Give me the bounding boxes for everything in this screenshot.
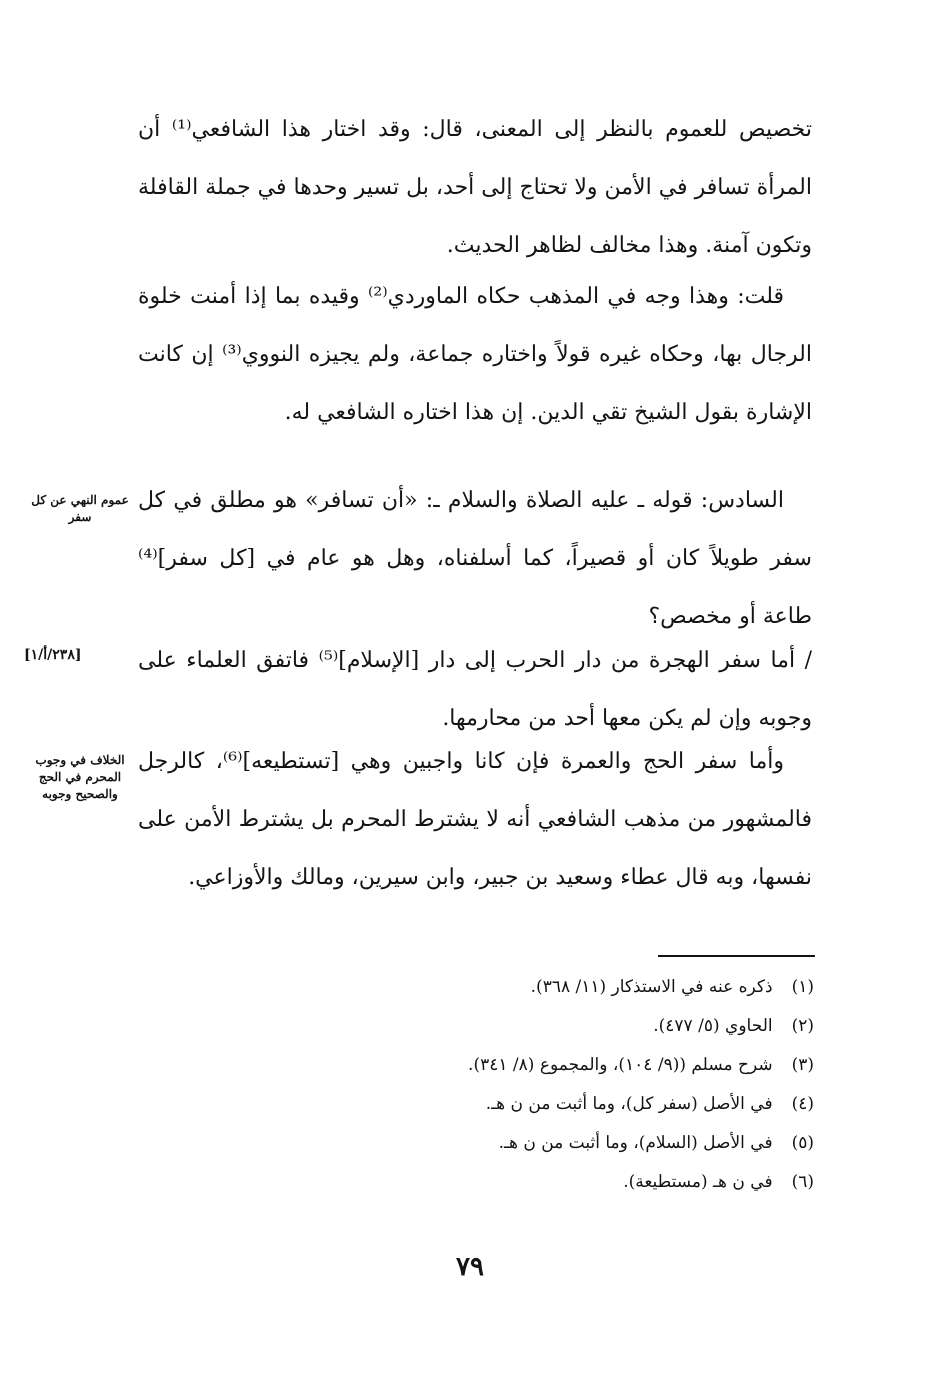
- footnote-text: في ن هـ (مستطيعة).: [623, 1172, 773, 1192]
- footnote-item: [340, 1085, 814, 1124]
- paragraph-2: قلت: وهذا وجه في المذهب حكاه الماوردي⁽²⁾ وقيده بما إذا أمنت خلوة الرجال بها، وحكاه غيره قولاً واختاره جماعة، ولم يجيزه النووي⁽³⁾ إن كانت الإشارة بقول الشيخ تقي الدين. إن هذا اختاره الشافعي له.: [138, 284, 812, 425]
- footnote-text: في الأصل (سفر كل)، وما أثبت من ن هـ.: [485, 1094, 773, 1114]
- margin-note-general-prohibition: عموم النهي عن كل سفر: [31, 493, 129, 524]
- footnote-text: في الأصل (السلام)، وما أثبت من ن هـ.: [498, 1133, 773, 1153]
- footnote-item: [340, 1124, 814, 1163]
- manuscript-folio-reference: [٢٣٨/أ/١]: [24, 647, 82, 663]
- paragraph-5: وأما سفر الحج والعمرة فإن كانا واجبين وهي [تستطيعه]⁽⁶⁾، كالرجل فالمشهور من مذهب الشافعي أنه لا يشترط المحرم بل يشترط الأمن على نفسها، وبه قال عطاء وسعيد بن جبير، وابن سيرين، ومالك والأوزاعي.: [138, 749, 812, 890]
- page-number: ٧٩: [456, 1252, 484, 1282]
- footnote-item: [340, 968, 814, 1007]
- footnote-text: ذكره عنه في الاستذكار (١١/ ٣٦٨).: [530, 977, 773, 997]
- main-text: [138, 101, 812, 281]
- margin-note-mahram-hajj: الخلاف في وجوب المحرم في الحج والصحيح وجوبه: [35, 753, 125, 801]
- paragraph-3: السادس: قوله ـ عليه الصلاة والسلام ـ: «أن تسافر» هو مطلق في كل سفر طويلاً كان أو قصيراً، كما أسلفناه، وهل هو عام في [كل سفر]⁽⁴⁾ طاعة أو مخصص؟: [138, 488, 812, 629]
- main-text-2: [138, 268, 812, 448]
- paragraph-4: / أما سفر الهجرة من دار الحرب إلى دار [الإسلام]⁽⁵⁾ فاتفق العلماء على وجوبه وإن لم يكن معها أحد من محارمها.: [138, 648, 813, 731]
- footnote-text: شرح مسلم ((٩/ ١٠٤)، والمجموع (٨/ ٣٤١).: [468, 1055, 773, 1075]
- footnote-number: (٥): [791, 1133, 814, 1153]
- main-text-5: [138, 733, 812, 913]
- footnote-number: (٤): [791, 1094, 814, 1114]
- footnote-item: [340, 1163, 814, 1202]
- paragraph-1: تخصيص للعموم بالنظر إلى المعنى، قال: وقد اختار هذا الشافعي⁽¹⁾ أن المرأة تسافر في الأمن ولا تحتاج إلى أحد، بل تسير وحدها في جملة القافلة وتكون آمنة. وهذا مخالف لظاهر الحديث.: [138, 117, 812, 258]
- footnote-number: (٣): [791, 1055, 814, 1075]
- main-text-3: [138, 472, 812, 652]
- footnote-item: [340, 1007, 814, 1046]
- footnote-number: (٢): [791, 1016, 814, 1036]
- footnote-item: [340, 1046, 814, 1085]
- footnote-text: الحاوي (٥/ ٤٧٧).: [653, 1016, 773, 1036]
- footnote-separator: [658, 955, 815, 957]
- footnote-number: (٦): [791, 1172, 814, 1192]
- footnotes-list: [340, 968, 814, 1202]
- footnote-number: (١): [791, 977, 814, 997]
